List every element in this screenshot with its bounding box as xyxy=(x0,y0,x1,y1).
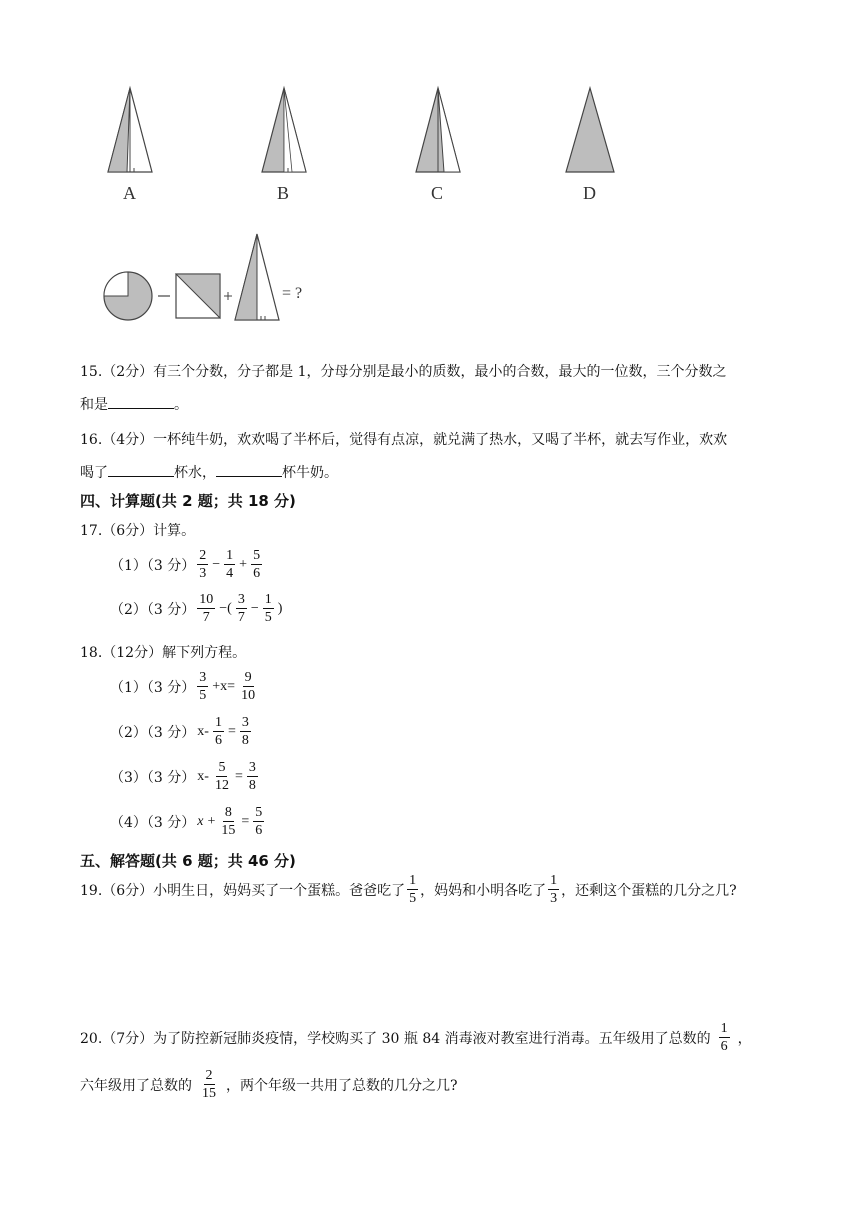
question-18-sub-1 xyxy=(110,669,259,704)
question-18-text: 解下列方程。 xyxy=(162,645,247,661)
question-18-line xyxy=(80,642,246,662)
triangle-option-c xyxy=(416,88,460,172)
shape-equation-figure xyxy=(100,230,303,326)
question-16-text: 一杯纯牛奶，欢欢喝了半杯后，觉得有点凉，就兑满了热水，又喝了半杯，就去写作业，欢欢 xyxy=(153,432,728,448)
question-19-text-a: 小明生日，妈妈买了一个蛋糕。爸爸吃了 xyxy=(153,882,406,899)
question-17-text: 计算。 xyxy=(153,523,196,539)
split-triangle-shape xyxy=(235,234,279,320)
triangle-option-d xyxy=(566,88,614,172)
question-15-text-2: 和是 xyxy=(80,397,108,413)
equation-middle: +x= xyxy=(212,678,236,694)
fraction: $\frac{5}{6}$ xyxy=(253,548,261,581)
fraction: $\frac{3}{8}$ xyxy=(248,760,256,793)
question-15-end: 。 xyxy=(174,397,188,413)
question-19-line xyxy=(80,872,737,907)
sub-label: （2）（3 分） xyxy=(110,724,196,741)
option-label-c: C xyxy=(431,183,444,203)
fraction: $\frac{1}{6}$ xyxy=(720,1021,728,1054)
question-18-sub-2 xyxy=(110,714,253,749)
question-20-text-c: 六年级用了总数的 xyxy=(80,1077,192,1094)
question-16-line1 xyxy=(80,429,727,449)
question-17-sub-1 xyxy=(110,547,264,582)
fraction: $\frac{1}{4}$ xyxy=(226,548,234,581)
answer-blank[interactable] xyxy=(108,394,174,409)
triangle-option-b xyxy=(262,88,306,172)
fraction: $\frac{2}{15}$ xyxy=(202,1068,216,1101)
operator: + xyxy=(207,813,216,829)
close-paren: ) xyxy=(277,600,283,616)
sub-label: （1）（3 分） xyxy=(110,679,196,696)
question-15-line1 xyxy=(80,361,727,381)
sub-label: （1）（3 分） xyxy=(110,557,196,574)
fraction: $\frac{3}{7}$ xyxy=(237,592,245,625)
fraction: $\frac{5}{12}$ xyxy=(214,760,229,793)
fraction: $\frac{8}{15}$ xyxy=(221,805,236,838)
fraction: $\frac{3}{5}$ xyxy=(199,670,207,703)
question-20-line2 xyxy=(80,1067,458,1102)
fraction: $\frac{10}{7}$ xyxy=(199,592,214,625)
variable-term: x- xyxy=(197,768,209,784)
equals-sign: = xyxy=(227,723,236,739)
question-18-sub-4 xyxy=(110,804,266,839)
fraction: $\frac{5}{6}$ xyxy=(255,805,263,838)
option-label-d: D xyxy=(583,183,596,203)
variable-term: x- xyxy=(197,723,209,739)
fraction: $\frac{3}{8}$ xyxy=(241,715,249,748)
equation-result-label: = ? xyxy=(282,285,303,302)
question-18-sub-3 xyxy=(110,759,260,794)
section-4-heading: 四、计算题(共 2 题；共 18 分) xyxy=(80,492,296,510)
half-square-shape xyxy=(176,274,220,318)
fraction: $\frac{1}{5}$ xyxy=(409,873,417,906)
quarter-circle-shape xyxy=(104,272,152,320)
question-15-number: 15.（2分） xyxy=(80,364,154,380)
question-16-number: 16.（4分） xyxy=(80,432,154,448)
question-15-line2 xyxy=(80,394,188,414)
answer-blank-water[interactable] xyxy=(108,462,174,477)
question-16-line2 xyxy=(80,462,338,482)
option-label-b: B xyxy=(277,183,290,203)
question-17-number: 17.（6分） xyxy=(80,523,154,539)
question-20-text-d: ，两个年级一共用了总数的几分之几? xyxy=(226,1077,458,1094)
operator: + xyxy=(239,556,248,572)
sub-label: （2）（3 分） xyxy=(110,601,196,618)
plus-sign xyxy=(224,292,232,300)
operator: − xyxy=(212,556,221,572)
question-20-text-a: 为了防控新冠肺炎疫情，学校购买了 30 瓶 84 消毒液对教室进行消毒。五年级用了总数的 xyxy=(153,1030,711,1047)
option-label-a: A xyxy=(123,183,136,203)
question-17-sub-2 xyxy=(110,591,284,626)
question-20-text-b: ， xyxy=(737,1030,752,1047)
triangle-options-figure xyxy=(100,84,630,204)
question-18-number: 18.（12分） xyxy=(80,645,163,661)
question-15-text: 有三个分数，分子都是 1，分母分别是最小的质数，最小的合数，最大的一位数，三个分数之 xyxy=(153,364,727,380)
question-20-line1 xyxy=(80,1020,752,1055)
question-17-line xyxy=(80,520,195,540)
equals-sign: = xyxy=(234,768,243,784)
question-16-text-a: 喝了 xyxy=(80,465,108,481)
section-5-heading: 五、解答题(共 6 题；共 46 分) xyxy=(80,852,296,870)
fraction: $\frac{2}{3}$ xyxy=(199,548,207,581)
question-19-text-b: ，妈妈和小明各吃了 xyxy=(420,882,547,899)
answer-blank-milk[interactable] xyxy=(216,462,282,477)
triangle-option-a xyxy=(108,88,152,172)
sub-label: （3）（3 分） xyxy=(110,769,196,786)
sub-label: （4）（3 分） xyxy=(110,814,196,831)
operator: −( xyxy=(219,600,232,616)
fraction: $\frac{1}{5}$ xyxy=(264,592,272,625)
question-16-text-b: 杯水， xyxy=(174,465,216,481)
question-19-number: 19.（6分） xyxy=(80,882,154,899)
question-16-text-c: 杯牛奶。 xyxy=(282,465,338,481)
question-19-text-c: ，还剩这个蛋糕的几分之几? xyxy=(561,882,737,899)
question-20-number: 20.（7分） xyxy=(80,1030,154,1047)
operator: − xyxy=(250,600,259,616)
fraction: $\frac{1}{6}$ xyxy=(214,715,222,748)
equals-sign: = xyxy=(241,813,250,829)
fraction: $\frac{9}{10}$ xyxy=(241,670,256,703)
fraction: $\frac{1}{3}$ xyxy=(550,873,558,906)
variable-x: x xyxy=(197,813,204,829)
